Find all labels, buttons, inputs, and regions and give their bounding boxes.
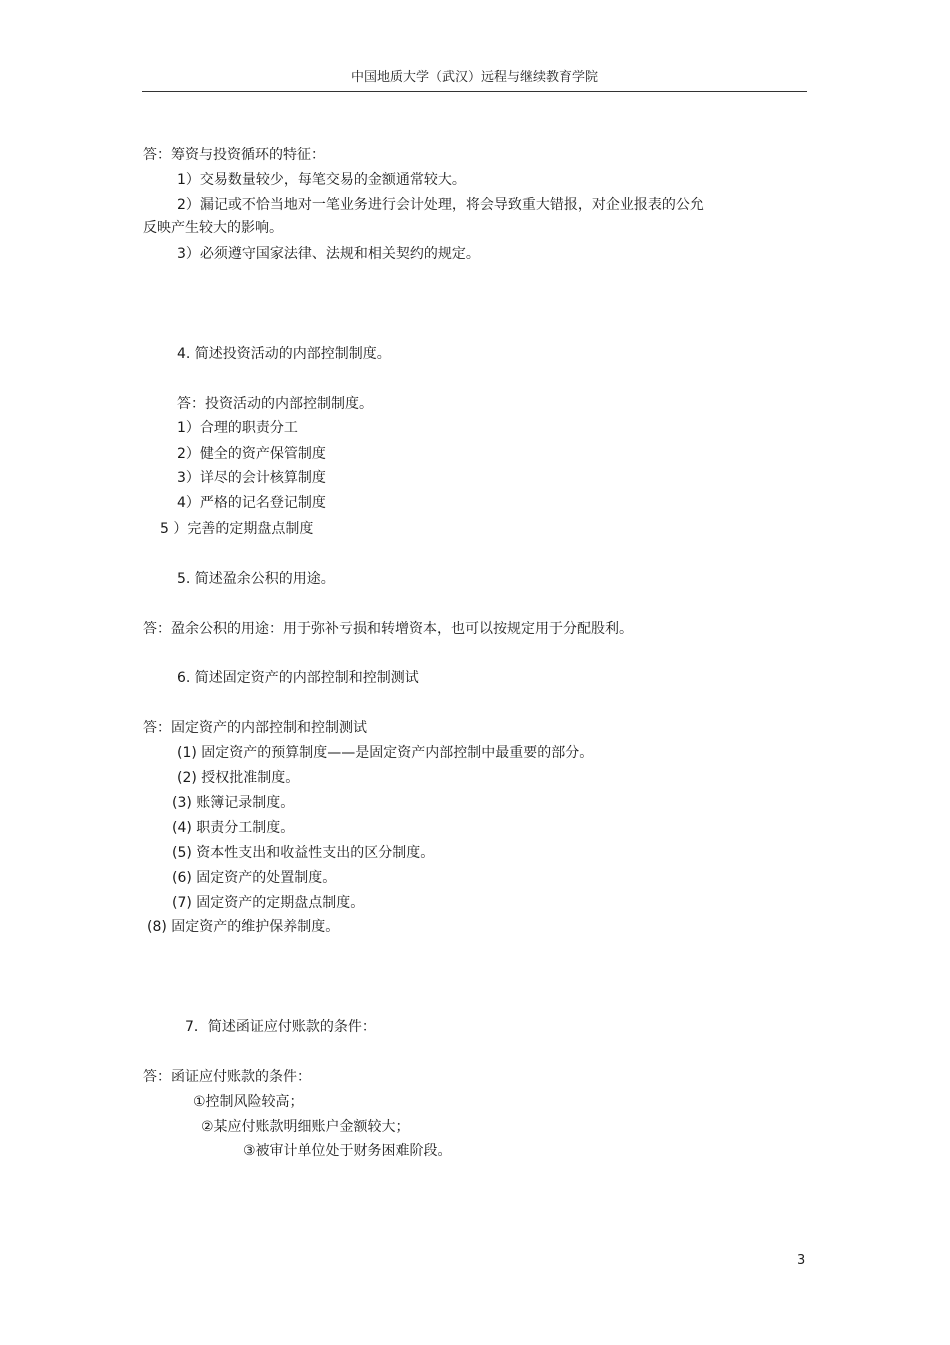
page-number: 3 xyxy=(797,1253,806,1268)
page-header-title: 中国地质大学（武汉）远程与继续教育学院 xyxy=(350,70,598,85)
question-7: 7．简述函证应付账款的条件： xyxy=(185,1019,376,1035)
answer-4-item-3: 3）详尽的会计核算制度 xyxy=(177,470,326,486)
question-5: 5. 简述盈余公积的用途。 xyxy=(177,571,335,587)
answer-6-item-6: (6) 固定资产的处置制度。 xyxy=(172,870,337,886)
answer-3-item-1: 1）交易数量较少，每笔交易的金额通常较大。 xyxy=(177,172,466,188)
answer-4-item-2: 2）健全的资产保管制度 xyxy=(177,446,326,462)
answer-7-item-2: ②某应付账款明细账户金额较大； xyxy=(201,1119,410,1135)
answer-3-item-2-line-1: 2）漏记或不恰当地对一笔业务进行会计处理，将会导致重大错报，对企业报表的公允 xyxy=(177,197,704,213)
answer-4-intro: 答：投资活动的内部控制制度。 xyxy=(177,396,373,412)
header-divider xyxy=(142,91,807,92)
answer-6-item-5: (5) 资本性支出和收益性支出的区分制度。 xyxy=(172,845,435,861)
answer-4-item-1: 1）合理的职责分工 xyxy=(177,420,298,436)
answer-6-item-3: (3) 账簿记录制度。 xyxy=(172,795,295,811)
answer-7-intro: 答：函证应付账款的条件： xyxy=(143,1069,311,1085)
answer-6-item-8: (8) 固定资产的维护保养制度。 xyxy=(147,919,340,935)
answer-6-item-1: (1) 固定资产的预算制度——是固定资产内部控制中最重要的部分。 xyxy=(177,745,594,761)
answer-4-item-4: 4）严格的记名登记制度 xyxy=(177,495,326,511)
question-6: 6. 简述固定资产的内部控制和控制测试 xyxy=(177,670,419,686)
answer-6-intro: 答：固定资产的内部控制和控制测试 xyxy=(143,720,367,736)
answer-6-item-2: (2) 授权批准制度。 xyxy=(177,770,300,786)
answer-7-item-1: ①控制风险较高； xyxy=(193,1094,304,1110)
answer-3-item-2-line-2: 反映产生较大的影响。 xyxy=(143,220,283,236)
answer-3-item-3: 3）必须遵守国家法律、法规和相关契约的规定。 xyxy=(177,246,480,262)
answer-6-item-4: (4) 职责分工制度。 xyxy=(172,820,295,836)
answer-4-item-5: 5 ）完善的定期盘点制度 xyxy=(160,521,314,537)
answer-6-item-7: (7) 固定资产的定期盘点制度。 xyxy=(172,895,365,911)
answer-7-item-3: ③被审计单位处于财务困难阶段。 xyxy=(243,1143,452,1159)
answer-3-intro: 答：筹资与投资循环的特征： xyxy=(143,147,325,163)
question-4: 4. 简述投资活动的内部控制制度。 xyxy=(177,346,391,362)
answer-5: 答：盈余公积的用途：用于弥补亏损和转增资本，也可以按规定用于分配股利。 xyxy=(143,621,633,637)
